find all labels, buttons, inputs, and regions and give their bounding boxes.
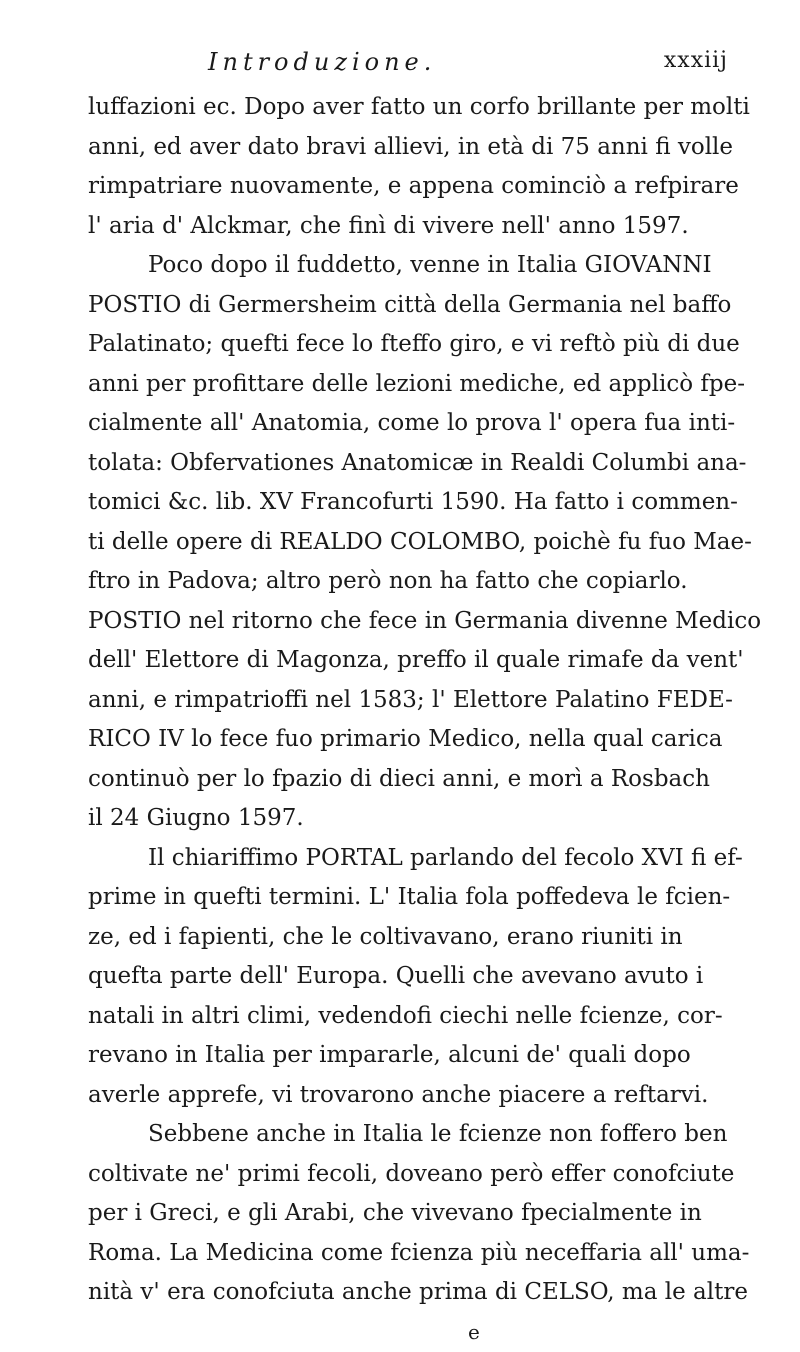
text-line: POSTIO di Germersheim città della Germania nel baffo [88,286,728,326]
text-line: POSTIO nel ritorno che fece in Germania divenne Medico [88,602,728,642]
text-line: ftro in Padova; altro però non ha fatto che copiarlo. [88,562,728,602]
text-line: coltivate ne' primi fecoli, doveano però effer conofciute [88,1155,728,1195]
text-line: nità v' era conofciuta anche prima di CELSO, ma le altre [88,1273,728,1313]
text-line: ti delle opere di REALDO COLOMBO, poichè fu fuo Mae- [88,523,728,563]
text-line: revano in Italia per impararle, alcuni de' quali dopo [88,1036,728,1076]
text-line: continuò per lo fpazio di dieci anni, e morì a Rosbach [88,760,728,800]
text-line: cialmente all' Anatomia, come lo prova l' opera fua inti- [88,404,728,444]
page-number: xxxiij [664,48,728,73]
book-page [88,48,728,1352]
text-line: RICO IV lo fece fuo primario Medico, nella qual carica [88,720,728,760]
text-line: Palatinato; quefti fece lo fteffo giro, e vi reftò più di due [88,325,728,365]
catchword: e [88,1313,728,1352]
text-line: quefta parte dell' Europa. Quelli che avevano avuto i [88,957,728,997]
text-line: ze, ed i fapienti, che le coltivavano, erano riuniti in [88,918,728,958]
text-line: anni, e rimpatrioffi nel 1583; l' Elettore Palatino FEDE- [88,681,728,721]
text-line: Sebbene anche in Italia le fcienze non foffero ben [88,1115,728,1155]
text-line: anni, ed aver dato bravi allievi, in età di 75 anni fi volle [88,128,728,168]
text-line: Il chiariffimo PORTAL parlando del fecolo XVI fi ef- [88,839,728,879]
page-header [88,48,728,88]
text-line: luffazioni ec. Dopo aver fatto un corfo brillante per molti [88,88,728,128]
text-line: rimpatriare nuovamente, e appena cominciò a refpirare [88,167,728,207]
text-line: per i Greci, e gli Arabi, che vivevano fpecialmente in [88,1194,728,1234]
text-line: l' aria d' Alckmar, che finì di vivere nell' anno 1597. [88,207,728,247]
text-line: il 24 Giugno 1597. [88,799,728,839]
text-line: natali in altri climi, vedendofi ciechi nelle fcienze, cor- [88,997,728,1037]
text-line: tomici &c. lib. XV Francofurti 1590. Ha fatto i commen- [88,483,728,523]
text-line: anni per profittare delle lezioni mediche, ed applicò fpe- [88,365,728,405]
text-line: prime in quefti termini. L' Italia fola poffedeva le fcien- [88,878,728,918]
text-line: averle apprefe, vi trovarono anche piacere a reftarvi. [88,1076,728,1116]
text-line: dell' Elettore di Magonza, preffo il quale rimafe da vent' [88,641,728,681]
text-line: tolata: Obfervationes Anatomicæ in Realdi Columbi ana- [88,444,728,484]
text-line: Roma. La Medicina come fcienza più neceffaria all' uma- [88,1234,728,1274]
text-line: Poco dopo il fuddetto, venne in Italia GIOVANNI [88,246,728,286]
body-text [88,88,728,1352]
running-title: Introduzione. [208,48,436,76]
